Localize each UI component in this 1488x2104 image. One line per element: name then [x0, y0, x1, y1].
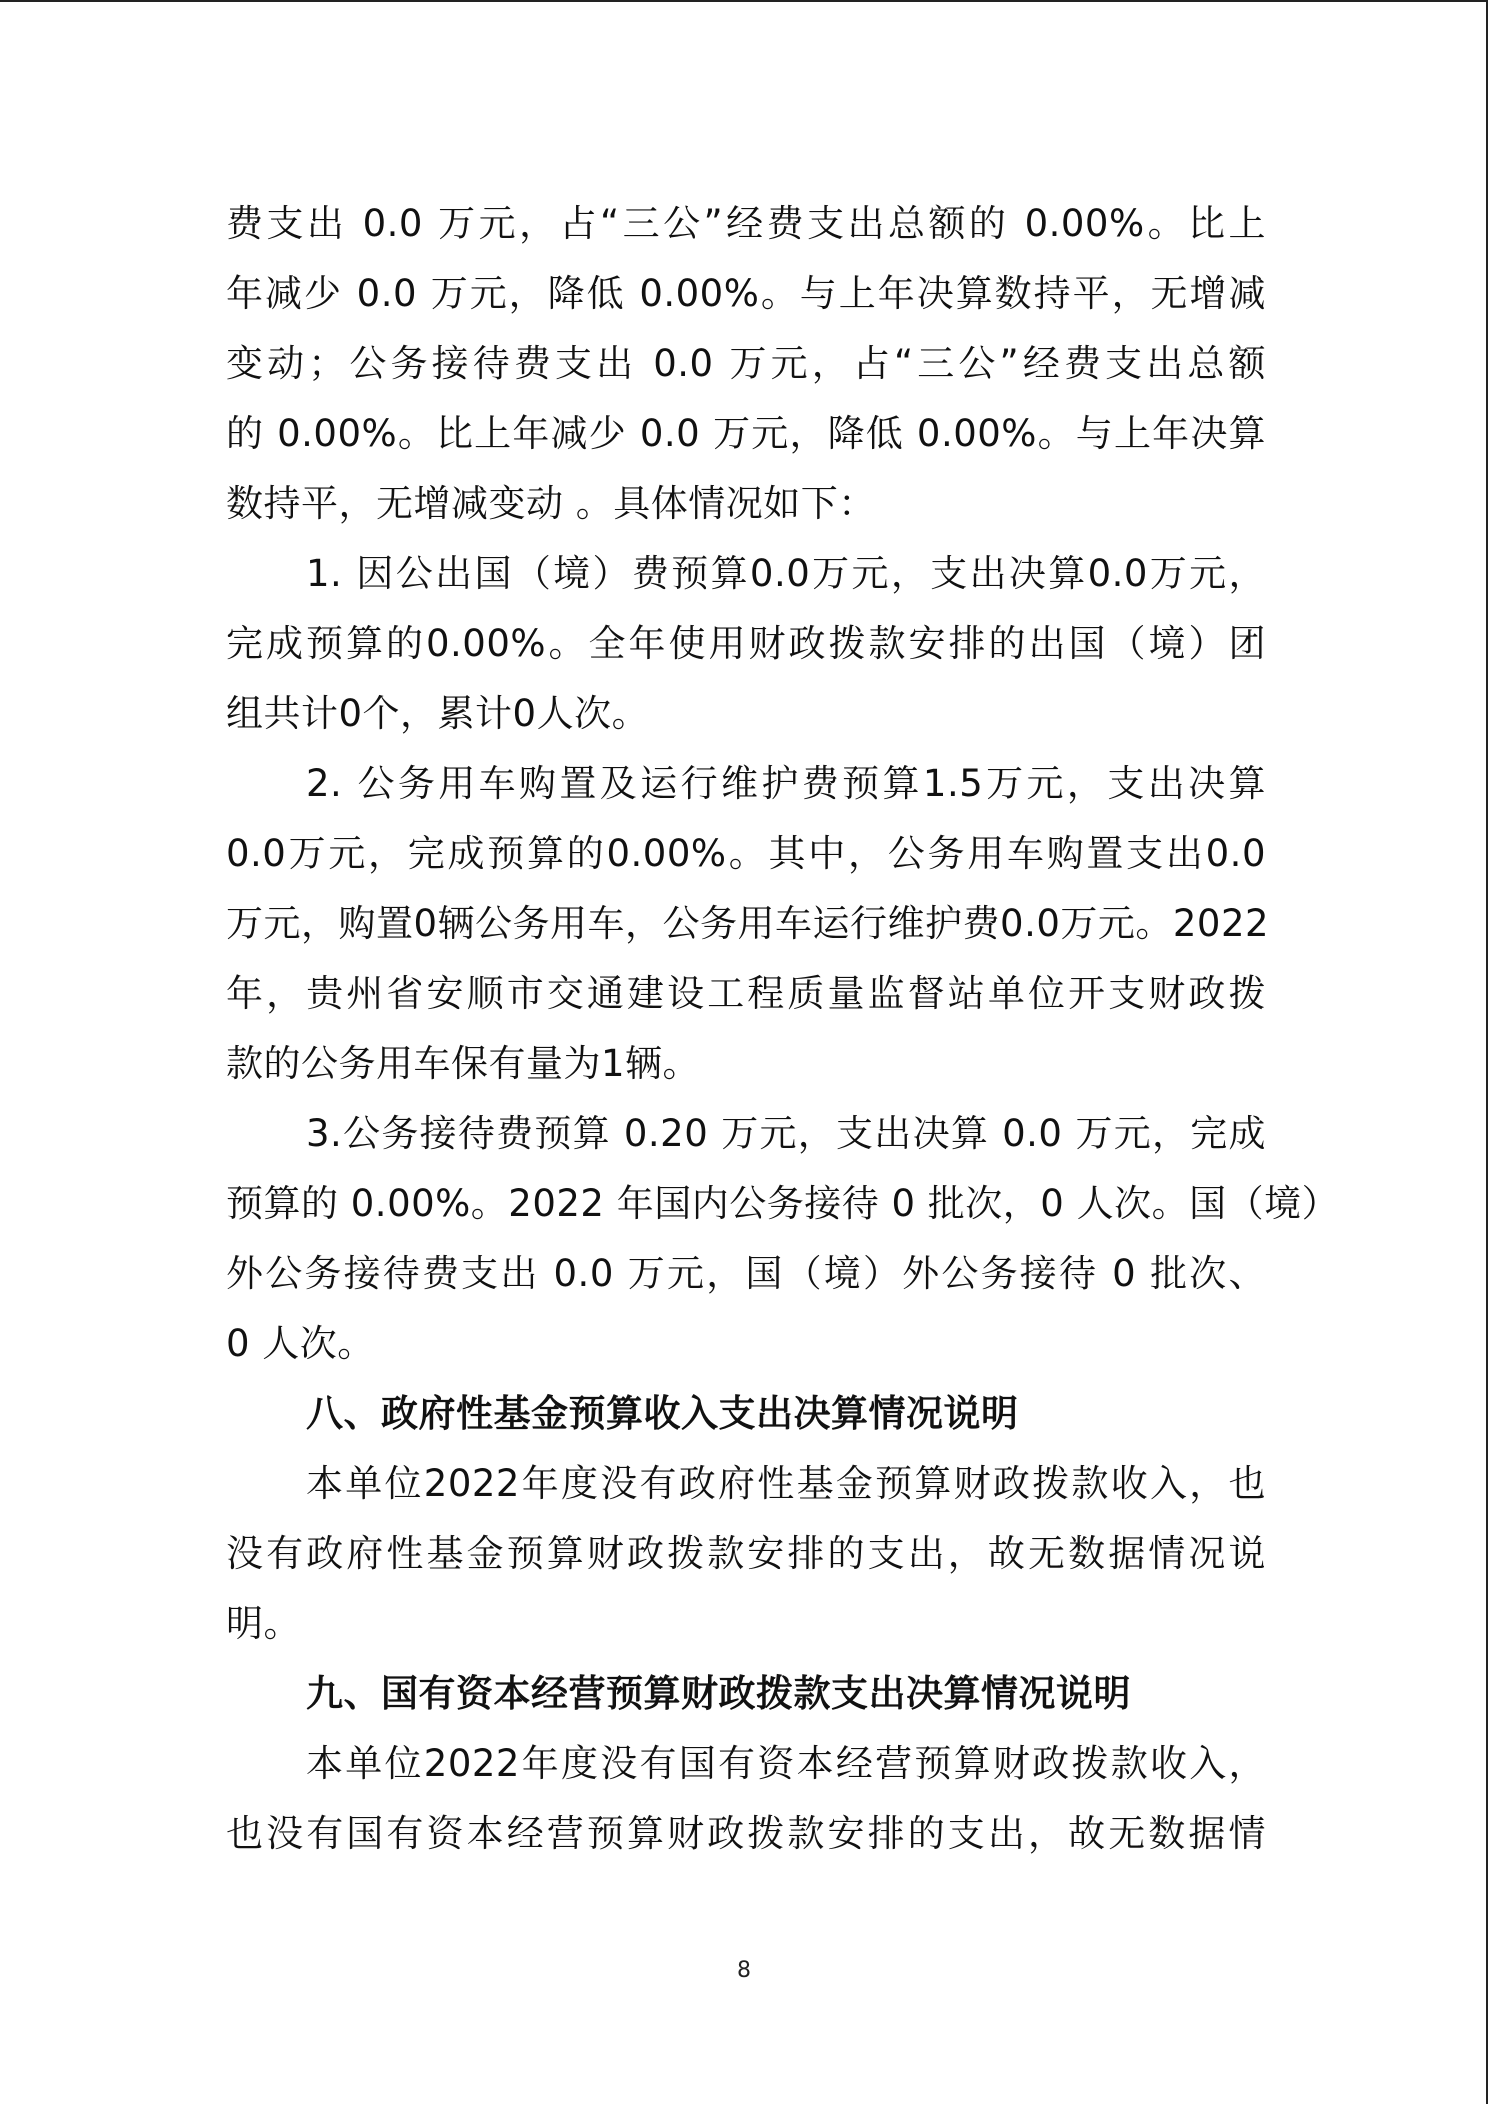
body-line: 也没有国有资本经营预算财政拨款安排的支出，故无数据情: [226, 1812, 1266, 1855]
body-line: 万元，购置0辆公务用车，公务用车运行维护费0.0万元。2022: [226, 902, 1270, 945]
body-line: 没有政府性基金预算财政拨款安排的支出，故无数据情况说: [226, 1532, 1266, 1575]
paragraph-first-line: 本单位2022年度没有政府性基金预算财政拨款收入，也: [306, 1462, 1266, 1505]
paragraph-first-line: 3.公务接待费预算 0.20 万元，支出决算 0.0 万元，完成: [306, 1112, 1266, 1155]
body-line: 年，贵州省安顺市交通建设工程质量监督站单位开支财政拨: [226, 972, 1266, 1015]
body-line: 明。: [226, 1602, 301, 1645]
body-line: 完成预算的0.00%。全年使用财政拨款安排的出国（境）团: [226, 622, 1266, 665]
section-heading-state-capital: 九、国有资本经营预算财政拨款支出决算情况说明: [306, 1672, 1131, 1715]
body-line: 年减少 0.0 万元，降低 0.00%。与上年决算数持平，无增减: [226, 272, 1266, 315]
document-body: [226, 189, 1340, 1869]
paragraph-first-line: 2. 公务用车购置及运行维护费预算1.5万元，支出决算: [306, 762, 1266, 805]
body-line: 费支出 0.0 万元，占“三公”经费支出总额的 0.00%。比上: [226, 202, 1266, 245]
body-line: 外公务接待费支出 0.0 万元，国（境）外公务接待 0 批次、: [226, 1252, 1266, 1295]
section-heading-government-fund: 八、政府性基金预算收入支出决算情况说明: [306, 1392, 1019, 1435]
body-line: 的 0.00%。比上年减少 0.0 万元，降低 0.00%。与上年决算: [226, 412, 1266, 455]
paragraph-first-line: 1. 因公出国（境）费预算0.0万元，支出决算0.0万元，: [306, 552, 1266, 595]
page-number: 8: [737, 1958, 751, 1983]
body-line: 0.0万元，完成预算的0.00%。其中，公务用车购置支出0.0: [226, 832, 1266, 875]
body-line: 变动；公务接待费支出 0.0 万元，占“三公”经费支出总额: [226, 342, 1266, 385]
body-line: 预算的 0.00%。2022 年国内公务接待 0 批次，0 人次。国（境）: [226, 1182, 1340, 1225]
body-line: 款的公务用车保有量为1辆。: [226, 1042, 701, 1085]
body-line: 组共计0个，累计0人次。: [226, 692, 650, 735]
body-line: 0 人次。: [226, 1322, 375, 1365]
body-line: 数持平，无增减变动 。具体情况如下：: [226, 482, 876, 525]
paragraph-first-line: 本单位2022年度没有国有资本经营预算财政拨款收入，: [306, 1742, 1266, 1785]
